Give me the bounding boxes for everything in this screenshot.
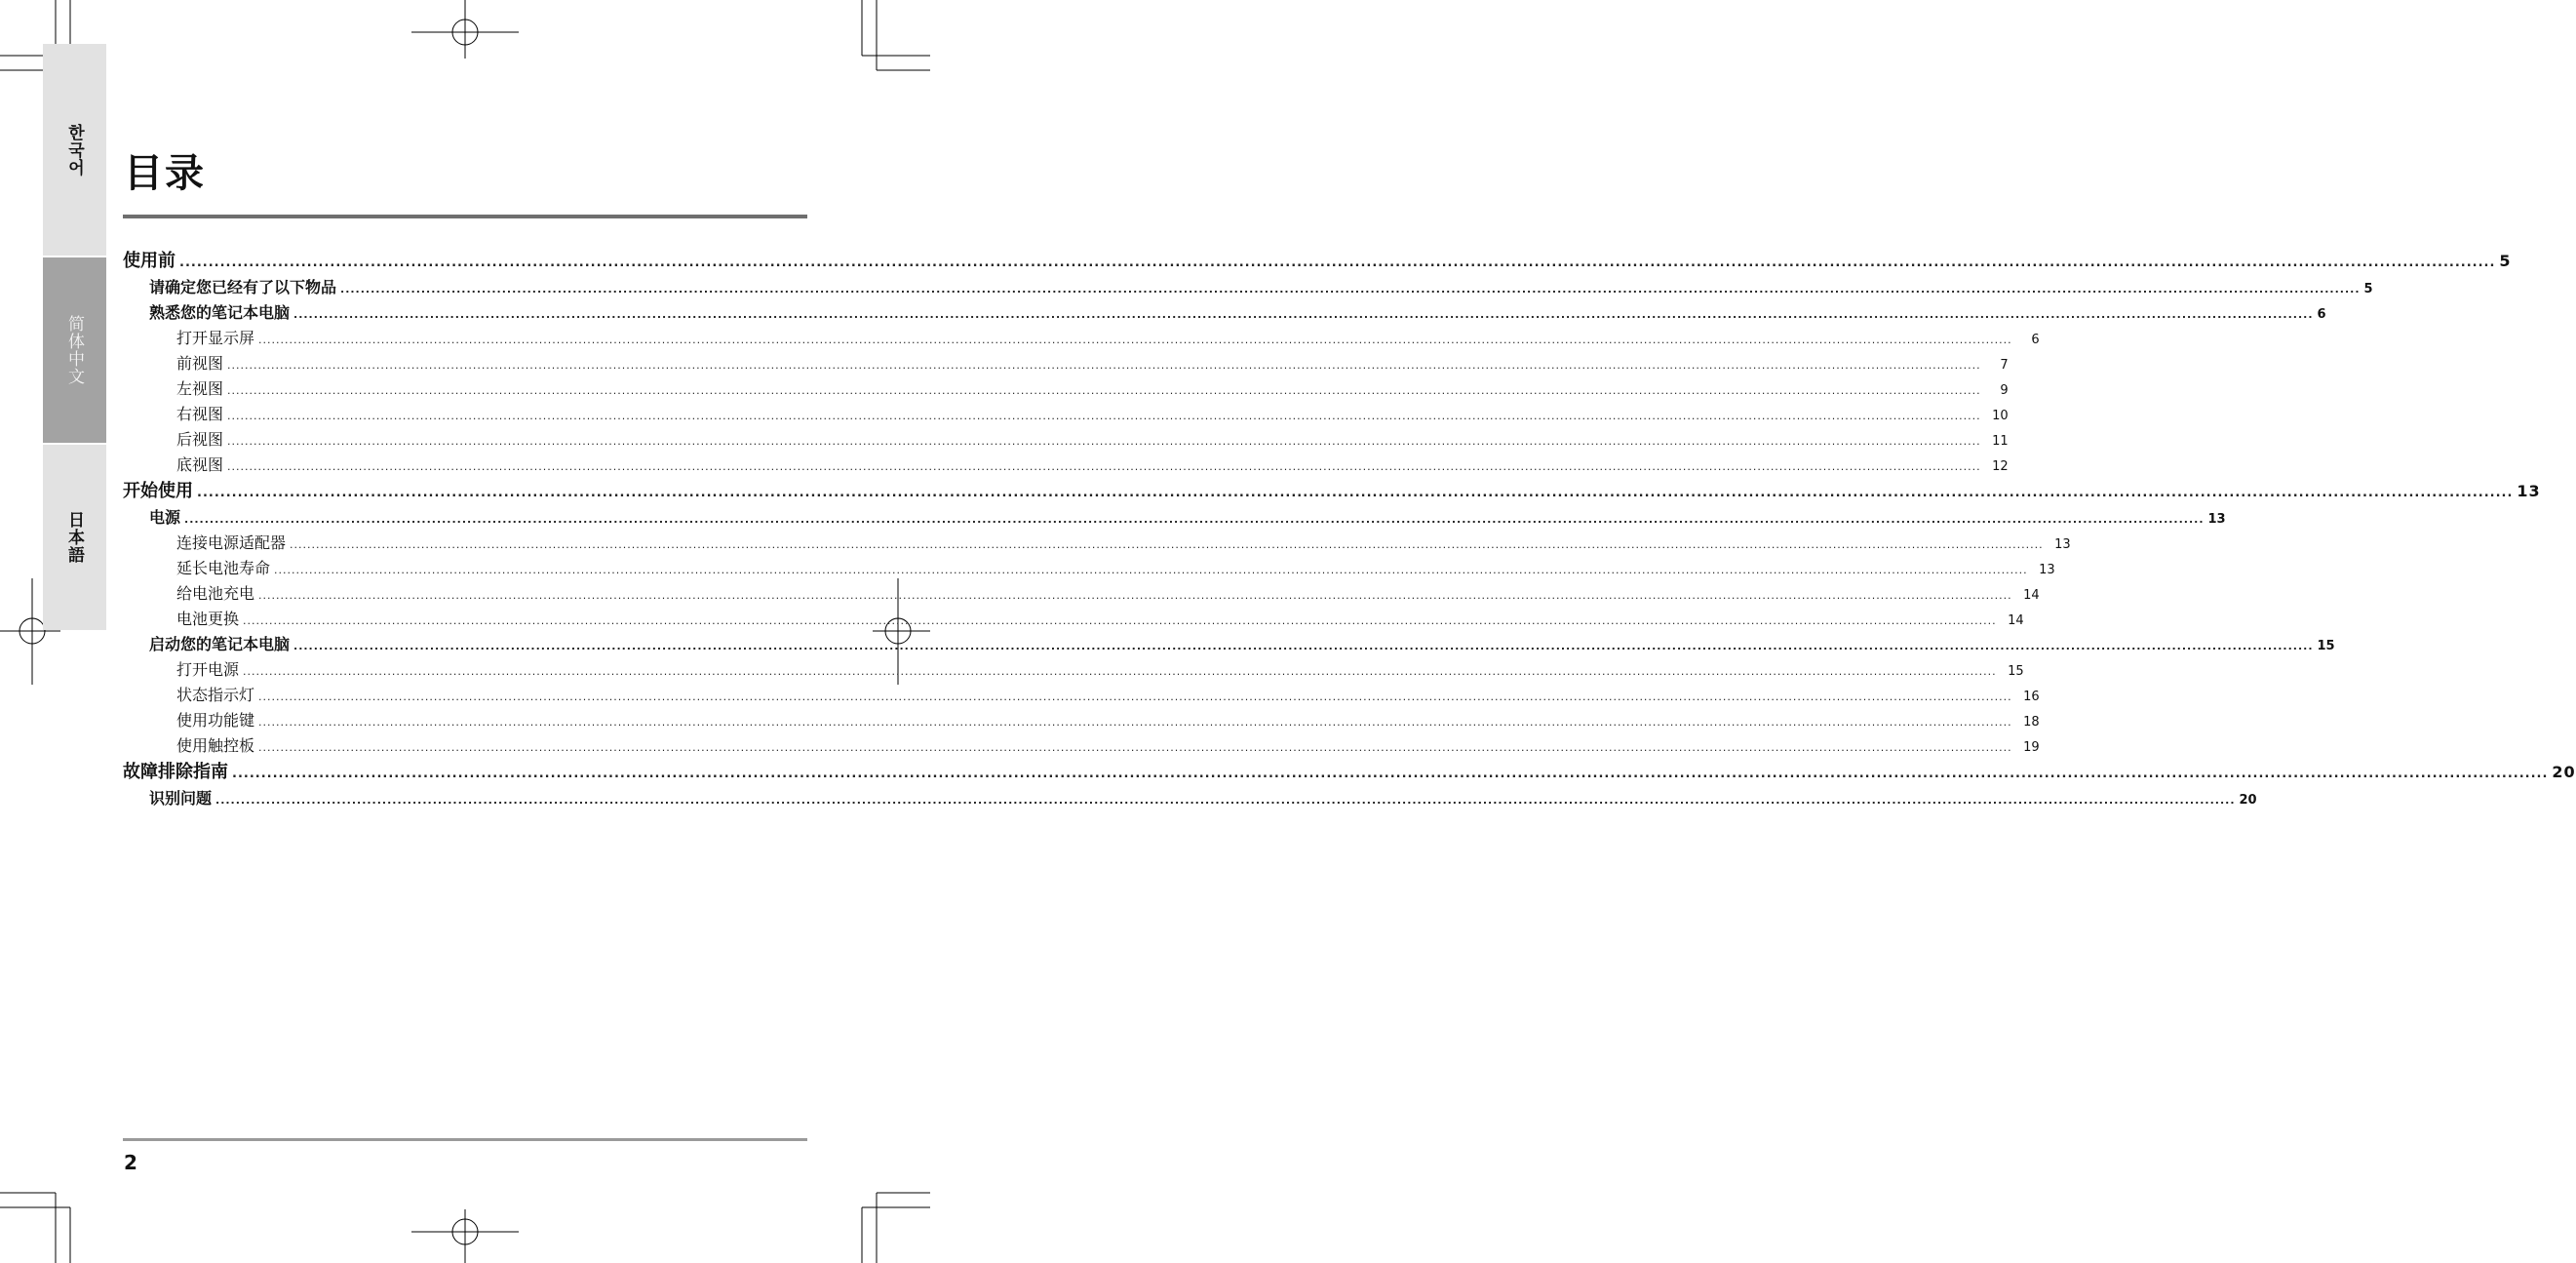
toc-leader-dots: ................................................................................................................................................................................................................................................................................................................................................................................................................ <box>227 460 1981 473</box>
toc-entry-page: 18 <box>2023 715 2040 730</box>
toc-entry[interactable] <box>123 786 2257 811</box>
toc-entry-title: 请确定您已经有了以下物品 <box>149 278 337 296</box>
toc-entry-page: 9 <box>2000 383 2009 398</box>
toc-entry-title: 开始使用 <box>123 481 193 501</box>
toc-entry[interactable] <box>123 657 2024 683</box>
language-tabs <box>43 44 106 630</box>
toc-entry-title: 连接电源适配器 <box>176 533 287 552</box>
toc-entry-title: 底视图 <box>176 455 224 474</box>
toc-entry-page: 20 <box>2552 763 2576 781</box>
toc-leader-dots: ................................................................................................................................................................................................................................................................................................................................................................................................................ <box>179 256 2496 270</box>
toc-entry-page: 7 <box>2000 358 2009 373</box>
toc-entry-page: 5 <box>2499 252 2512 270</box>
toc-entry[interactable] <box>123 607 2024 632</box>
toc-leader-dots: ................................................................................................................................................................................................................................................................................................................................................................................................................ <box>258 334 2012 346</box>
toc-entry-page: 20 <box>2239 793 2257 808</box>
toc-leader-dots: ................................................................................................................................................................................................................................................................................................................................................................................................................ <box>293 308 2314 321</box>
toc-leader-dots: ................................................................................................................................................................................................................................................................................................................................................................................................................ <box>258 691 2012 703</box>
toc-entry[interactable] <box>123 632 2335 657</box>
page-number: 2 <box>124 1151 137 1174</box>
toc-leader-dots: ................................................................................................................................................................................................................................................................................................................................................................................................................ <box>274 564 2028 576</box>
toc-entry-page: 13 <box>2207 512 2226 527</box>
toc-entry-title: 识别问题 <box>149 789 213 808</box>
toc-entry-page: 12 <box>1992 459 2009 474</box>
toc-entry-page: 14 <box>2023 588 2040 603</box>
toc-leader-dots: ................................................................................................................................................................................................................................................................................................................................................................................................................ <box>232 767 2549 781</box>
toc-entry-title: 右视图 <box>176 405 224 423</box>
toc-entry-page: 19 <box>2023 740 2040 755</box>
toc-entry-page: 11 <box>1992 434 2009 449</box>
tab-simplified-chinese[interactable] <box>43 257 106 443</box>
page-title: 目录 <box>124 151 206 196</box>
toc-leader-dots: ................................................................................................................................................................................................................................................................................................................................................................................................................ <box>197 486 2514 500</box>
toc-entry[interactable] <box>123 531 2071 556</box>
toc-entry-page: 14 <box>2008 613 2024 628</box>
tab-simplified-chinese-label: 简体中文 <box>64 315 84 385</box>
toc-entry-title: 前视图 <box>176 354 224 373</box>
toc-entry[interactable] <box>123 453 2009 478</box>
tab-japanese[interactable] <box>43 445 106 630</box>
footer-divider <box>123 1138 807 1141</box>
toc-entry-title: 熟悉您的笔记本电脑 <box>149 303 291 322</box>
title-divider <box>123 215 807 218</box>
toc-entry-title: 左视图 <box>176 379 224 398</box>
toc-entry-page: 10 <box>1992 409 2009 423</box>
toc-entry-title: 延长电池寿命 <box>176 559 271 577</box>
toc-entry-title: 启动您的笔记本电脑 <box>149 635 291 653</box>
toc-entry-page: 16 <box>2023 690 2040 704</box>
tab-korean[interactable] <box>43 44 106 256</box>
toc-entry[interactable] <box>123 683 2040 708</box>
toc-leader-dots: ................................................................................................................................................................................................................................................................................................................................................................................................................ <box>258 716 2012 729</box>
toc-entry[interactable] <box>123 326 2040 351</box>
tab-japanese-label: 日本語 <box>64 511 84 564</box>
toc-entry[interactable] <box>123 708 2040 733</box>
toc-leader-dots: ................................................................................................................................................................................................................................................................................................................................................................................................................ <box>184 513 2205 526</box>
toc-leader-dots: ................................................................................................................................................................................................................................................................................................................................................................................................................ <box>258 741 2012 754</box>
toc-entry-page: 5 <box>2363 282 2373 296</box>
toc-entry-title: 后视图 <box>176 430 224 449</box>
toc-entry-title: 打开电源 <box>176 660 240 679</box>
toc-leader-dots: ................................................................................................................................................................................................................................................................................................................................................................................................................ <box>227 359 1981 372</box>
toc-entry[interactable] <box>123 275 2373 300</box>
toc-entry[interactable] <box>123 581 2040 607</box>
toc-entry[interactable] <box>123 505 2226 531</box>
toc-entry-page: 6 <box>2031 333 2040 347</box>
toc-entry-title: 电池更换 <box>176 610 240 628</box>
toc-entry[interactable] <box>123 351 2009 376</box>
toc-entry-title: 给电池充电 <box>176 584 255 603</box>
toc-entry-title: 故障排除指南 <box>123 762 228 782</box>
toc-entry-title: 使用前 <box>123 251 176 271</box>
toc-leader-dots: ................................................................................................................................................................................................................................................................................................................................................................................................................ <box>215 794 2236 807</box>
toc-leader-dots: ................................................................................................................................................................................................................................................................................................................................................................................................................ <box>227 384 1981 397</box>
toc-entry-title: 打开显示屏 <box>176 329 255 347</box>
toc-leader-dots: ................................................................................................................................................................................................................................................................................................................................................................................................................ <box>227 435 1981 448</box>
toc-entry[interactable] <box>123 759 2576 786</box>
table-of-contents <box>123 248 2576 811</box>
toc-entry-page: 15 <box>2008 664 2024 679</box>
toc-entry[interactable] <box>123 300 2326 326</box>
toc-entry-page: 13 <box>2517 482 2541 500</box>
toc-entry-page: 6 <box>2317 307 2326 322</box>
toc-leader-dots: ................................................................................................................................................................................................................................................................................................................................................................................................................ <box>227 410 1981 422</box>
toc-entry-title: 电源 <box>149 508 181 527</box>
toc-entry[interactable] <box>123 248 2512 275</box>
toc-entry[interactable] <box>123 402 2009 427</box>
toc-entry-title: 使用功能键 <box>176 711 255 730</box>
toc-entry[interactable] <box>123 376 2009 402</box>
toc-entry[interactable] <box>123 427 2009 453</box>
toc-entry-title: 状态指示灯 <box>176 686 255 704</box>
tab-korean-label: 한국어 <box>64 123 84 177</box>
toc-leader-dots: ................................................................................................................................................................................................................................................................................................................................................................................................................ <box>243 614 1997 627</box>
toc-leader-dots: ................................................................................................................................................................................................................................................................................................................................................................................................................ <box>258 589 2012 602</box>
toc-leader-dots: ................................................................................................................................................................................................................................................................................................................................................................................................................ <box>293 640 2314 652</box>
toc-entry[interactable] <box>123 556 2055 581</box>
toc-entry[interactable] <box>123 733 2040 759</box>
toc-leader-dots: ................................................................................................................................................................................................................................................................................................................................................................................................................ <box>243 665 1997 678</box>
toc-leader-dots: ................................................................................................................................................................................................................................................................................................................................................................................................................ <box>340 283 2361 296</box>
toc-entry-page: 13 <box>2039 563 2055 577</box>
toc-entry-title: 使用触控板 <box>176 736 255 755</box>
toc-entry[interactable] <box>123 478 2541 505</box>
toc-entry-page: 15 <box>2317 639 2335 653</box>
toc-leader-dots: ................................................................................................................................................................................................................................................................................................................................................................................................................ <box>290 538 2044 551</box>
toc-entry-page: 13 <box>2054 537 2071 552</box>
